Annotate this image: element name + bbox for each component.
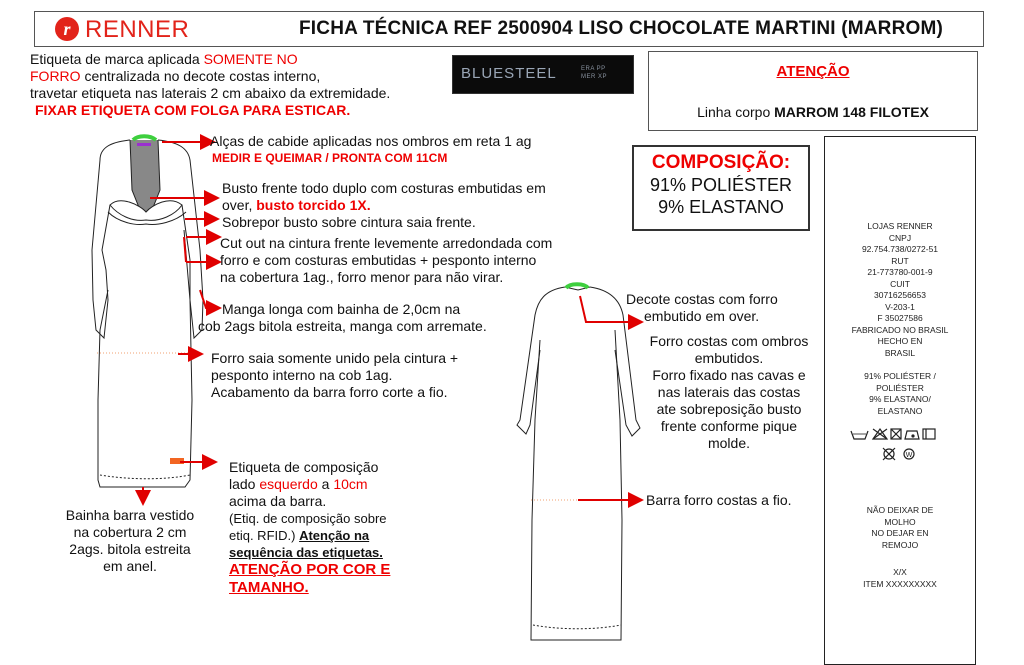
- care-label-line: 91% POLIÉSTER /: [864, 371, 936, 381]
- note-text: embutido em over.: [644, 308, 760, 324]
- note-text: etiq. RFID.): [229, 528, 300, 543]
- note-text: Cut out na cintura frente levemente arredondada com: [220, 235, 553, 251]
- renner-logo-icon: r: [55, 17, 79, 41]
- note-text: na cobertura 2 cm: [73, 524, 187, 540]
- note-warning: FIXAR ETIQUETA COM FOLGA PARA ESTICAR.: [35, 102, 351, 118]
- note-text: em anel.: [103, 558, 157, 574]
- note-warning: TAMANHO.: [229, 579, 309, 596]
- composition-title: COMPOSIÇÃO:: [651, 152, 791, 173]
- care-label-line: CUIT: [890, 278, 910, 289]
- note-text: cob 2ags bitola estreita, manga com arremate.: [198, 318, 487, 334]
- note-text: frente conforme pique: [660, 418, 798, 434]
- note-text: Busto frente todo duplo com costuras embutidas em: [222, 180, 546, 196]
- composition-line: 91% POLIÉSTER: [649, 175, 793, 195]
- care-label: [824, 136, 976, 665]
- care-label-line: V-203-1: [885, 301, 915, 312]
- note-text-red: busto torcido 1X.: [256, 197, 371, 213]
- care-label-line: RUT: [891, 255, 909, 266]
- note-text: acima da barra.: [229, 493, 327, 509]
- note-text: Acabamento da barra forro corte a fio.: [211, 384, 448, 400]
- care-label-line: NÃO DEIXAR DE: [866, 505, 934, 515]
- brand-label-sub: ERA PP: [581, 66, 606, 72]
- front-brand-label-mark: [137, 143, 151, 146]
- note-text: 2ags. bitola estreita: [69, 541, 191, 557]
- note-text: Alças de cabide aplicadas nos ombros em reta 1 ag: [210, 133, 532, 149]
- note-skirt-lining: [211, 350, 458, 401]
- note-text-red: 10cm: [333, 476, 368, 492]
- renner-logo-text: RENNER: [85, 16, 190, 43]
- note-text: (Etiq. de composição sobre: [229, 511, 387, 526]
- note-cutout: [220, 235, 552, 286]
- note-hangers: [210, 133, 531, 167]
- note-warning: MEDIR E QUEIMAR / PRONTA COM 11CM: [212, 151, 448, 165]
- svg-text:W: W: [905, 452, 913, 459]
- note-text-red: SOMENTE NO: [203, 51, 298, 67]
- care-label-line: LOJAS RENNER: [867, 221, 933, 231]
- note-text: embutidos.: [694, 350, 764, 366]
- note-text: Etiqueta de composição: [229, 459, 379, 475]
- note-text: Bainha barra vestido: [65, 507, 195, 523]
- care-label-line: BRASIL: [884, 347, 916, 358]
- note-back-hem: Barra forro costas a fio.: [646, 492, 792, 508]
- thread-line-value: MARROM 148 FILOTEX: [774, 104, 929, 120]
- care-label-line: 21-773780-001-9: [867, 267, 933, 277]
- note-composition-label: [229, 459, 390, 597]
- composition-line: 9% ELASTANO: [658, 197, 784, 217]
- note-text: molde.: [707, 435, 751, 451]
- note-back-neckline: [626, 291, 778, 325]
- note-text: over,: [222, 197, 257, 213]
- care-label-line: HECHO EN: [877, 336, 923, 346]
- note-hem: [50, 507, 210, 575]
- page-title: FICHA TÉCNICA REF 2500904 LISO CHOCOLATE MARTINI (MARROM): [299, 18, 944, 39]
- note-bust: [222, 180, 546, 231]
- note-back-lining: [634, 333, 824, 452]
- care-label-line: 92.754.738/0272-51: [861, 244, 939, 254]
- care-label-line: REMOJO: [881, 539, 919, 550]
- care-label-line: CNPJ: [888, 232, 912, 243]
- care-label-line: NO DEJAR EN: [871, 528, 929, 538]
- note-text: Manga longa com bainha de 2,0cm na: [222, 301, 461, 317]
- care-label-line: 30716256653: [873, 290, 926, 300]
- note-text: lado: [229, 476, 260, 492]
- note-text: ate sobreposição busto: [656, 401, 802, 417]
- thread-line-label: Linha corpo: [697, 104, 775, 120]
- care-label-line: 9% ELASTANO/: [869, 394, 931, 404]
- note-text: Forro saia somente unido pela cintura +: [211, 350, 459, 366]
- care-label-line: MOLHO: [884, 516, 916, 527]
- attention-title: ATENÇÃO: [776, 63, 850, 80]
- note-text: travetar etiqueta nas laterais 2 cm abaixo da extremidade.: [30, 85, 391, 101]
- back-dress-drawing: [517, 287, 640, 640]
- note-text-red: FORRO: [30, 68, 81, 84]
- brand-label-name: BLUESTEEL: [461, 65, 557, 82]
- care-label-size: X/X: [893, 567, 907, 577]
- care-label-item: ITEM XXXXXXXXX: [863, 578, 937, 589]
- care-label-line: ELASTANO: [877, 405, 923, 416]
- front-hanger-mark: [133, 136, 156, 140]
- care-label-line: F 35027586: [877, 313, 923, 323]
- note-text: Forro fixado nas cavas e: [652, 367, 806, 383]
- note-text: Decote costas com forro: [626, 291, 778, 307]
- care-label-line: FABRICADO NO BRASIL: [851, 324, 949, 335]
- note-text: na cobertura 1ag., forro menor para não virar.: [220, 269, 504, 285]
- note-sleeve: [198, 301, 487, 335]
- brand-label-sub: MER XP: [581, 74, 608, 80]
- note-text: centralizada no decote costas interno,: [80, 68, 321, 84]
- note-text-red: esquerdo: [259, 476, 318, 492]
- note-text: Sobrepor busto sobre cintura saia frente.: [222, 214, 476, 230]
- note-text: Forro costas com ombros: [649, 333, 809, 349]
- note-text: nas laterais das costas: [657, 384, 801, 400]
- note-text-bold: Atenção na: [299, 528, 370, 543]
- note-text: pesponto interno na cob 1ag.: [211, 367, 393, 383]
- back-hanger-mark: [566, 284, 588, 288]
- note-text: a: [317, 476, 334, 492]
- note-warning: ATENÇÃO POR COR E: [229, 561, 391, 578]
- note-text: Etiqueta de marca aplicada: [30, 51, 204, 67]
- care-label-line: POLIÉSTER: [876, 382, 924, 393]
- note-text: forro e com costuras embutidas + pesponto interno: [220, 252, 537, 268]
- front-dress-drawing: [92, 140, 203, 487]
- care-symbols-icon: [825, 425, 975, 461]
- note-text-bold: sequência das etiquetas.: [229, 545, 383, 560]
